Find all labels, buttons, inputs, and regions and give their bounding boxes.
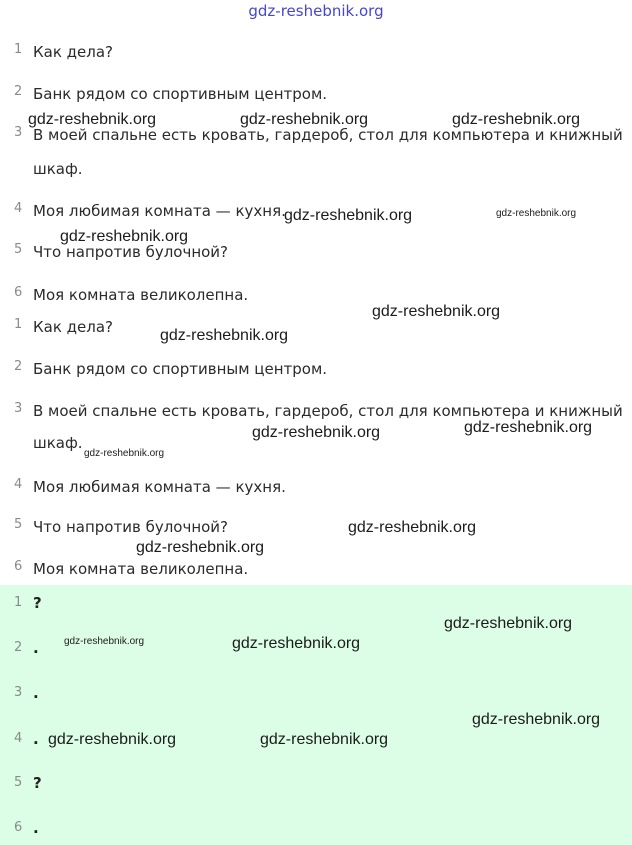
item-text: . (33, 730, 39, 748)
item-text: ? (33, 774, 42, 792)
watermark: gdz-reshebnik.org (464, 419, 593, 436)
item-text: Моя комната великолепна. (33, 560, 249, 578)
item-text: Как дела? (33, 318, 114, 336)
item-text: Банк рядом со спортивным центром. (33, 85, 328, 103)
item-number: 3 (14, 685, 23, 700)
item-number: 5 (14, 517, 23, 532)
watermark: gdz-reshebnik.org (348, 519, 477, 536)
watermark: gdz-reshebnik.org (28, 111, 157, 128)
watermark: gdz-reshebnik.org (136, 539, 265, 556)
item-text-continued: шкаф. (33, 434, 83, 452)
item-text: Что напротив булочной? (33, 518, 229, 536)
watermark: gdz-reshebnik.org (60, 228, 189, 245)
watermark: gdz-reshebnik.org (160, 327, 289, 344)
watermark: gdz-reshebnik.org (232, 635, 361, 652)
item-number: 5 (14, 775, 23, 790)
watermark: gdz-reshebnik.org (452, 111, 581, 128)
item-number: 5 (14, 242, 23, 257)
item-text: ? (33, 594, 42, 612)
watermark: gdz-reshebnik.org (64, 636, 145, 647)
item-text: . (33, 684, 39, 702)
item-text: Моя любимая комната — кухня. (33, 202, 286, 220)
watermark: gdz-reshebnik.org (48, 731, 177, 748)
item-number: 4 (14, 731, 23, 746)
item-number: 1 (14, 317, 23, 332)
watermark: gdz-reshebnik.org (240, 111, 369, 128)
item-text: Моя комната великолепна. (33, 286, 249, 304)
watermark: gdz-reshebnik.org (372, 303, 501, 320)
watermark: gdz-reshebnik.org (496, 208, 577, 219)
item-text-continued: шкаф. (33, 160, 83, 178)
item-text: В моей спальне есть кровать, гардероб, стол для компьютера и книжный (33, 402, 623, 420)
item-number: 3 (14, 401, 23, 416)
item-number: 3 (14, 125, 23, 140)
item-number: 6 (14, 820, 23, 835)
item-text: Банк рядом со спортивным центром. (33, 360, 328, 378)
item-text: Как дела? (33, 43, 114, 61)
item-number: 6 (14, 285, 23, 300)
item-text: Моя любимая комната — кухня. (33, 478, 286, 496)
item-number: 6 (14, 559, 23, 574)
watermark: gdz-reshebnik.org (444, 615, 573, 632)
item-number: 1 (14, 42, 23, 57)
item-number: 4 (14, 477, 23, 492)
header-watermark: gdz-reshebnik.org (248, 2, 384, 20)
item-text: . (33, 639, 39, 657)
item-number: 2 (14, 359, 23, 374)
watermark: gdz-reshebnik.org (284, 207, 413, 224)
item-number: 2 (14, 640, 23, 655)
watermark: gdz-reshebnik.org (472, 711, 601, 728)
item-number: 1 (14, 595, 23, 610)
item-text: . (33, 819, 39, 837)
watermark: gdz-reshebnik.org (84, 448, 165, 459)
item-text: Что напротив булочной? (33, 243, 229, 261)
item-text: В моей спальне есть кровать, гардероб, стол для компьютера и книжный (33, 126, 623, 144)
watermark: gdz-reshebnik.org (260, 731, 389, 748)
item-number: 2 (14, 84, 23, 99)
watermark: gdz-reshebnik.org (252, 424, 381, 441)
item-number: 4 (14, 201, 23, 216)
